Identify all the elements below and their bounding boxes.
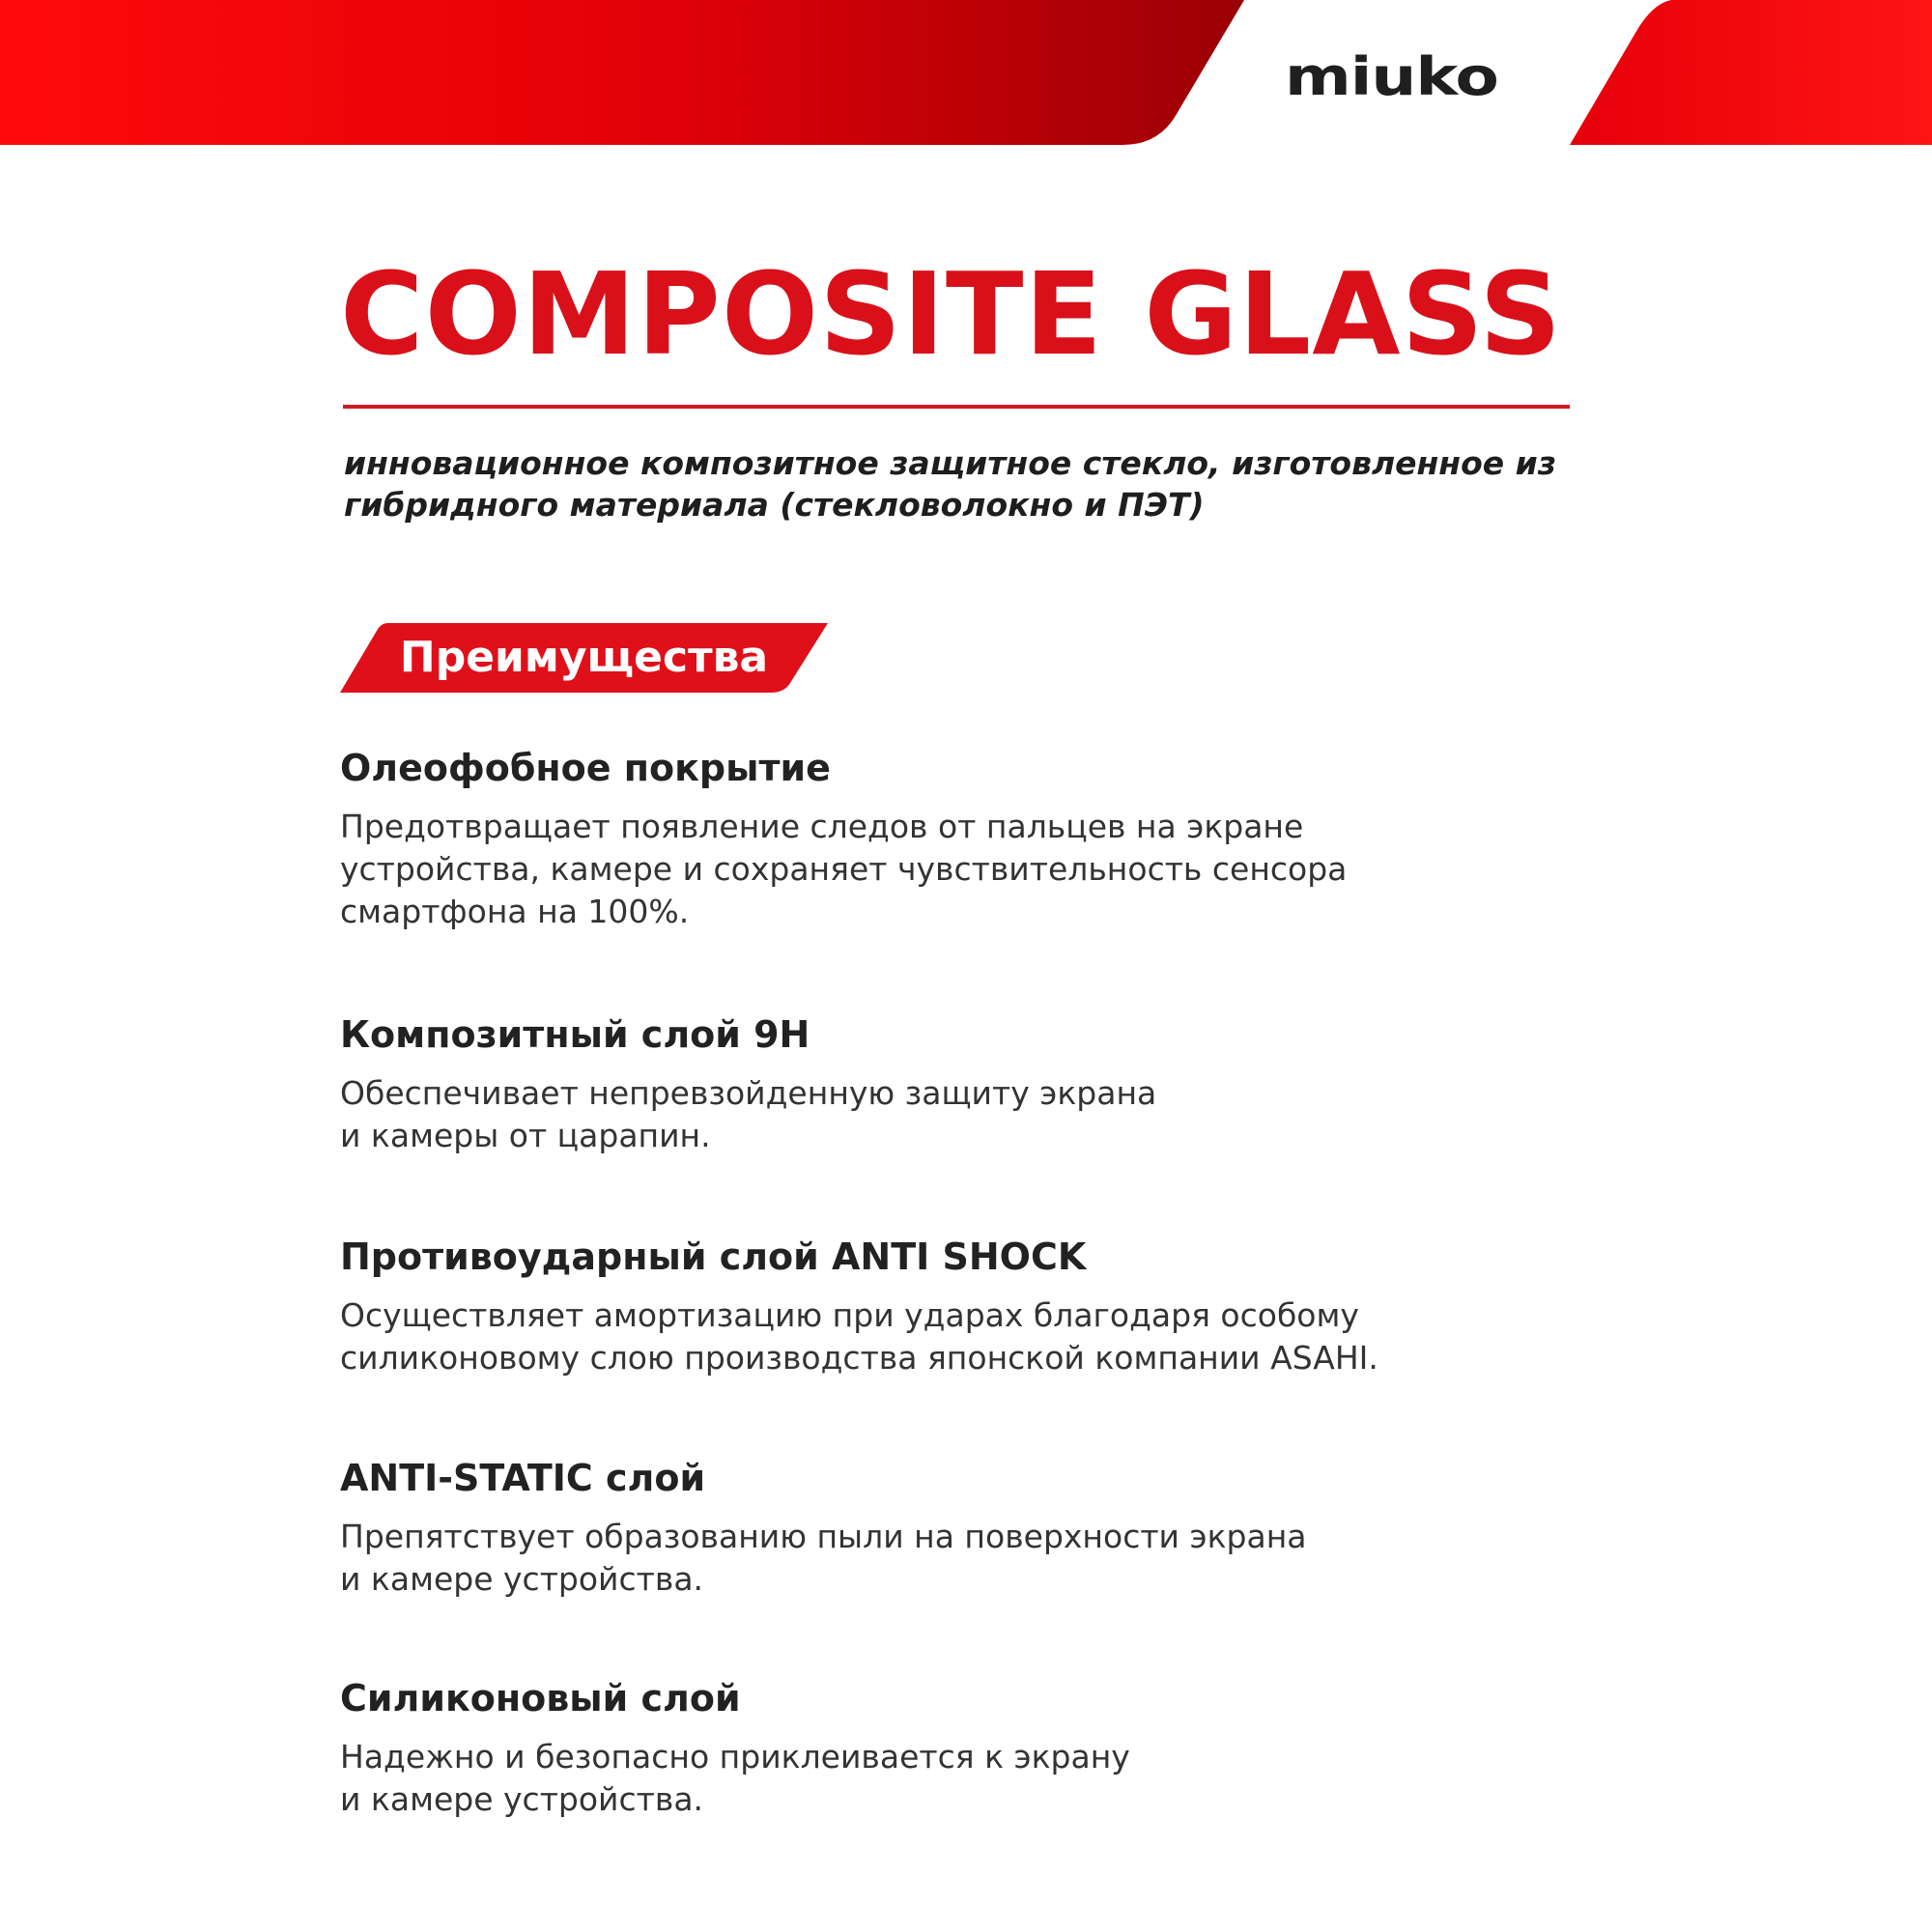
page-title: COMPOSITE GLASS xyxy=(340,247,1563,381)
brand-logo: miuko xyxy=(1285,46,1498,108)
subtitle-line: гибридного материала (стекловолокно и ПЭТ) xyxy=(344,486,1205,524)
feature-title: ANTI-STATIC слой xyxy=(340,1457,706,1499)
feature-description xyxy=(340,806,1644,933)
feature-title: Противоударный слой ANTI SHOCK xyxy=(340,1236,1087,1278)
title-divider xyxy=(343,405,1570,409)
feature-line: устройства, камере и сохраняет чувствительность сенсора xyxy=(340,850,1348,888)
feature-description xyxy=(340,1072,1644,1157)
section-badge-label: Преимущества xyxy=(399,633,769,682)
section-badge xyxy=(340,623,828,693)
feature-line: и камеры от царапин. xyxy=(340,1117,711,1154)
feature-oleophobic xyxy=(340,744,1644,933)
feature-description xyxy=(340,1516,1644,1601)
feature-title: Композитный слой 9H xyxy=(340,1013,810,1056)
subtitle xyxy=(344,442,1600,526)
feature-line: и камере устройства. xyxy=(340,1780,704,1818)
feature-title: Олеофобное покрытие xyxy=(340,747,831,789)
header-stripe-left xyxy=(0,0,1244,145)
header-stripe-right xyxy=(1570,0,1932,145)
feature-line: Надежно и безопасно приклеивается к экрану xyxy=(340,1738,1130,1776)
feature-anti-static xyxy=(340,1454,1644,1601)
feature-line: силиконовому слою производства японской компании ASAHI. xyxy=(340,1339,1378,1377)
header-band xyxy=(0,0,1932,147)
feature-silicone xyxy=(340,1674,1644,1821)
feature-title: Силиконовый слой xyxy=(340,1677,741,1719)
feature-description xyxy=(340,1736,1644,1821)
feature-line: Препятствует образованию пыли на поверхности экрана xyxy=(340,1518,1307,1555)
feature-line: Осуществляет амортизацию при ударах благодаря особому xyxy=(340,1296,1359,1334)
feature-line: смартфона на 100%. xyxy=(340,893,690,930)
subtitle-line: инновационное композитное защитное стекло, изготовленное из xyxy=(344,444,1556,482)
feature-anti-shock xyxy=(340,1233,1644,1379)
feature-description xyxy=(340,1294,1644,1379)
feature-composite-9h xyxy=(340,1010,1644,1157)
feature-line: Обеспечивает непревзойденную защиту экрана xyxy=(340,1074,1157,1112)
feature-line: Предотвращает появление следов от пальцев на экране xyxy=(340,808,1304,845)
feature-line: и камере устройства. xyxy=(340,1560,704,1598)
